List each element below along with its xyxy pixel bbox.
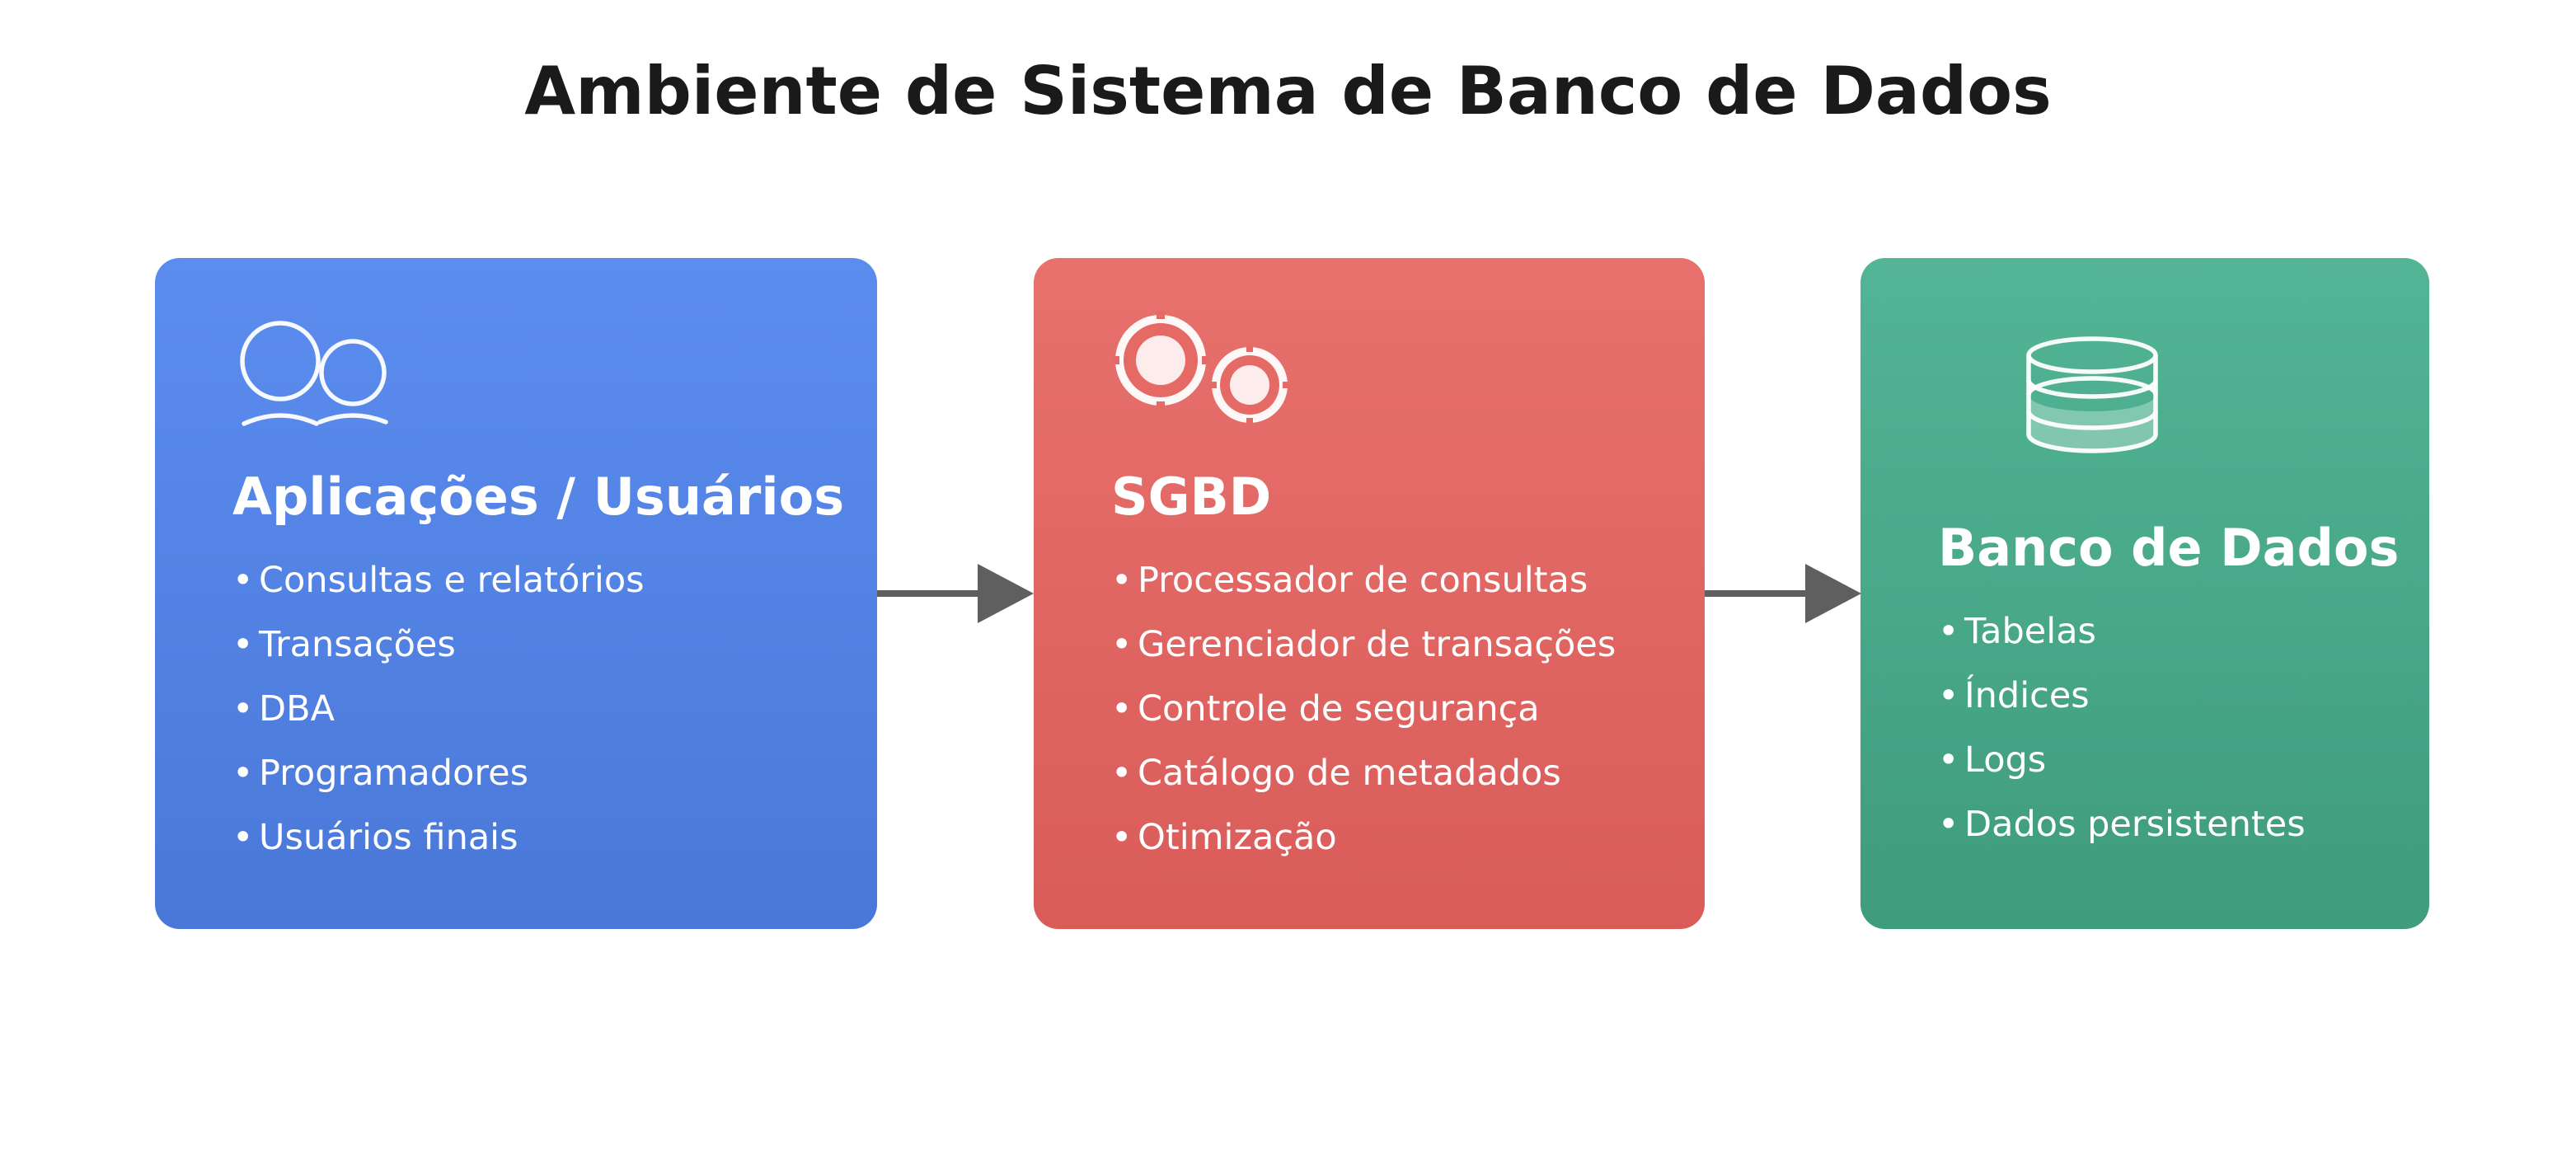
list-item: • DBA xyxy=(232,677,645,741)
list-item: • Tabelas xyxy=(1938,599,2306,664)
applications-users-box xyxy=(155,258,877,929)
bullet: • xyxy=(232,560,254,601)
sgbd-list xyxy=(1111,548,1616,870)
list-item: • Otimização xyxy=(1111,805,1616,870)
bullet: • xyxy=(1938,804,1959,845)
bullet: • xyxy=(1111,753,1133,794)
database-icon xyxy=(2022,331,2162,471)
bullet: • xyxy=(1938,675,1959,716)
list-item: • Programadores xyxy=(232,741,645,805)
diagram-title: Ambiente de Sistema de Banco de Dados xyxy=(524,53,2052,129)
list-item: • Dados persistentes xyxy=(1938,792,2306,856)
list-item: • Controle de segurança xyxy=(1111,677,1616,741)
list-item: • Transações xyxy=(232,612,645,677)
bullet: • xyxy=(1111,688,1133,730)
bullet: • xyxy=(1111,560,1133,601)
bullet: • xyxy=(1111,624,1133,665)
arrow-sgbd-to-db xyxy=(1705,561,1863,626)
bullet: • xyxy=(1938,611,1959,652)
bullet: • xyxy=(232,817,254,858)
bullet: • xyxy=(232,624,254,665)
list-item: • Gerenciador de transações xyxy=(1111,612,1616,677)
database-list xyxy=(1938,599,2306,856)
gears-icon xyxy=(1111,311,1301,443)
list-item: • Consultas e relatórios xyxy=(232,548,645,612)
list-item: • Processador de consultas xyxy=(1111,548,1616,612)
applications-users-list xyxy=(232,548,645,870)
database-title: Banco de Dados xyxy=(1938,518,2400,578)
bullet: • xyxy=(1111,817,1133,858)
bullet: • xyxy=(232,688,254,730)
arrow-apps-to-sgbd xyxy=(877,561,1035,626)
users-icon xyxy=(237,318,402,450)
bullet: • xyxy=(1938,739,1959,781)
applications-users-title: Aplicações / Usuários xyxy=(232,467,845,527)
list-item: • Logs xyxy=(1938,728,2306,792)
list-item: • Usuários finais xyxy=(232,805,645,870)
list-item: • Catálogo de metadados xyxy=(1111,741,1616,805)
bullet: • xyxy=(232,753,254,794)
sgbd-box xyxy=(1034,258,1705,929)
database-box xyxy=(1860,258,2429,929)
list-item: • Índices xyxy=(1938,664,2306,728)
sgbd-title: SGBD xyxy=(1111,467,1272,527)
